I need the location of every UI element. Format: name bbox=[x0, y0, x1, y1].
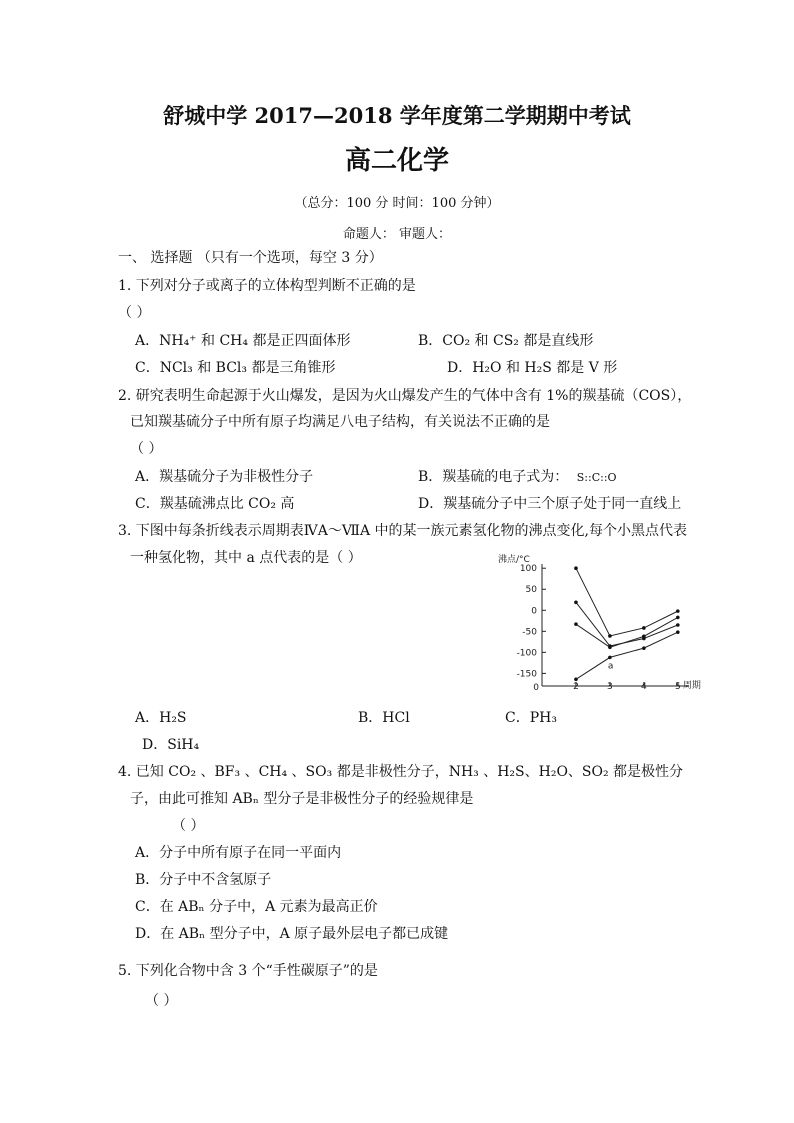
q2-stem-line2: 已知羰基硫分子中所有原子均满足八电子结构，有关说法不正确的是 bbox=[130, 414, 550, 430]
exam-info: （总分：100 分 时间：100 分钟） bbox=[294, 196, 500, 211]
q4-stem-line1: 4. 已知 CO₂ 、BF₃ 、CH₄ 、SO₃ 都是非极性分子，NH₃ 、H₂S、H₂O、SO₂ 都是极性分 bbox=[118, 764, 684, 780]
q4-option-a: A．分子中所有原子在同一平面内 bbox=[135, 845, 342, 861]
data-point bbox=[676, 609, 680, 613]
y-tick-label: -150 bbox=[516, 669, 537, 680]
data-point bbox=[676, 616, 680, 620]
q1-option-c: C．NCl₃ 和 BCl₃ 都是三角锥形 bbox=[135, 360, 336, 376]
q2-option-c: C．羰基硫沸点比 CO₂ 高 bbox=[135, 496, 295, 512]
q3-option-b: B．HCl bbox=[358, 710, 410, 726]
q1-option-d: D．H₂O 和 H₂S 都是 V 形 bbox=[447, 360, 618, 376]
x-tick-label: 2 bbox=[573, 682, 579, 692]
q1-option-b: B．CO₂ 和 CS₂ 都是直线形 bbox=[418, 333, 594, 349]
q3-stem-line2: 一种氢化物，其中 a 点代表的是（ ） bbox=[130, 550, 362, 566]
q3-option-c: C．PH₃ bbox=[505, 710, 557, 726]
y-axis-label: 沸点/°C bbox=[498, 555, 530, 565]
section-heading: 一、 选择题 （只有一个选项，每空 3 分） bbox=[118, 250, 383, 266]
x-tick-label: 4 bbox=[640, 682, 647, 692]
q1-option-a: A．NH₄⁺ 和 CH₄ 都是正四面体形 bbox=[135, 333, 351, 349]
q4-option-b: B．分子中不含氢原子 bbox=[135, 872, 272, 888]
data-point bbox=[642, 626, 646, 630]
q1-stem: 1. 下列对分子或离子的立体构型判断不正确的是 bbox=[118, 278, 416, 294]
data-point bbox=[676, 623, 680, 627]
q3-option-a: A．H₂S bbox=[135, 710, 187, 726]
x-axis-label: 周期 bbox=[682, 681, 701, 691]
data-point bbox=[574, 600, 578, 604]
y-tick-label: 50 bbox=[525, 585, 537, 596]
point-a-label: a bbox=[607, 661, 614, 672]
data-point bbox=[642, 646, 646, 650]
q2-option-d: D．羰基硫分子中三个原子处于同一直线上 bbox=[418, 496, 682, 512]
y-tick-label: -50 bbox=[522, 627, 537, 638]
data-point bbox=[676, 630, 680, 634]
q2-answer-blank: （ ） bbox=[130, 441, 163, 457]
y-tick-label: -100 bbox=[516, 648, 537, 659]
x-tick-label: 3 bbox=[607, 682, 613, 692]
data-point bbox=[574, 677, 578, 681]
authors-line: 命题人： 审题人： bbox=[342, 227, 452, 242]
x-tick-label: 5 bbox=[674, 682, 681, 692]
q4-option-c: C．在 ABₙ 分子中，A 元素为最高正价 bbox=[135, 899, 378, 915]
series-line-4 bbox=[576, 632, 678, 679]
boiling-point-chart bbox=[478, 548, 701, 694]
y-tick-label: 0 bbox=[531, 606, 537, 617]
data-point bbox=[608, 634, 612, 638]
subject-title: 高二化学 bbox=[344, 146, 449, 176]
electron-formula: S::C::O bbox=[576, 471, 617, 484]
q5-stem: 5. 下列化合物中含 3 个“手性碳原子”的是 bbox=[118, 963, 378, 979]
data-point bbox=[608, 645, 612, 649]
q2-option-a: A．羰基硫分子为非极性分子 bbox=[135, 469, 314, 485]
data-point bbox=[608, 656, 612, 660]
y-tick-label: 100 bbox=[519, 564, 537, 575]
exam-title: 舒城中学 2017—2018 学年度第二学期期中考试 bbox=[163, 103, 631, 128]
data-point bbox=[574, 566, 578, 570]
data-point bbox=[574, 622, 578, 626]
q4-answer-blank: （ ） bbox=[172, 818, 205, 834]
data-point bbox=[642, 635, 646, 639]
q4-option-d: D．在 ABₙ 型分子中，A 原子最外层电子都已成键 bbox=[135, 926, 449, 942]
q2-option-b bbox=[418, 466, 617, 486]
q2-option-b-label: B．羰基硫的电子式为： bbox=[418, 469, 569, 485]
q4-stem-line2: 子，由此可推知 ABₙ 型分子是非极性分子的经验规律是 bbox=[130, 791, 474, 807]
origin-label: 0 bbox=[533, 683, 539, 693]
q5-answer-blank: （ ） bbox=[145, 993, 178, 1009]
q1-answer-blank: （ ） bbox=[118, 305, 151, 321]
q3-option-d: D．SiH₄ bbox=[142, 737, 200, 753]
q3-stem-line1: 3. 下图中每条折线表示周期表ⅣA～ⅦA 中的某一族元素氢化物的沸点变化,每个小黑点代表 bbox=[118, 523, 687, 539]
q2-stem-line1: 2. 研究表明生命起源于火山爆发，是因为火山爆发产生的气体中含有 1%的羰基硫（COS）， bbox=[118, 388, 692, 404]
